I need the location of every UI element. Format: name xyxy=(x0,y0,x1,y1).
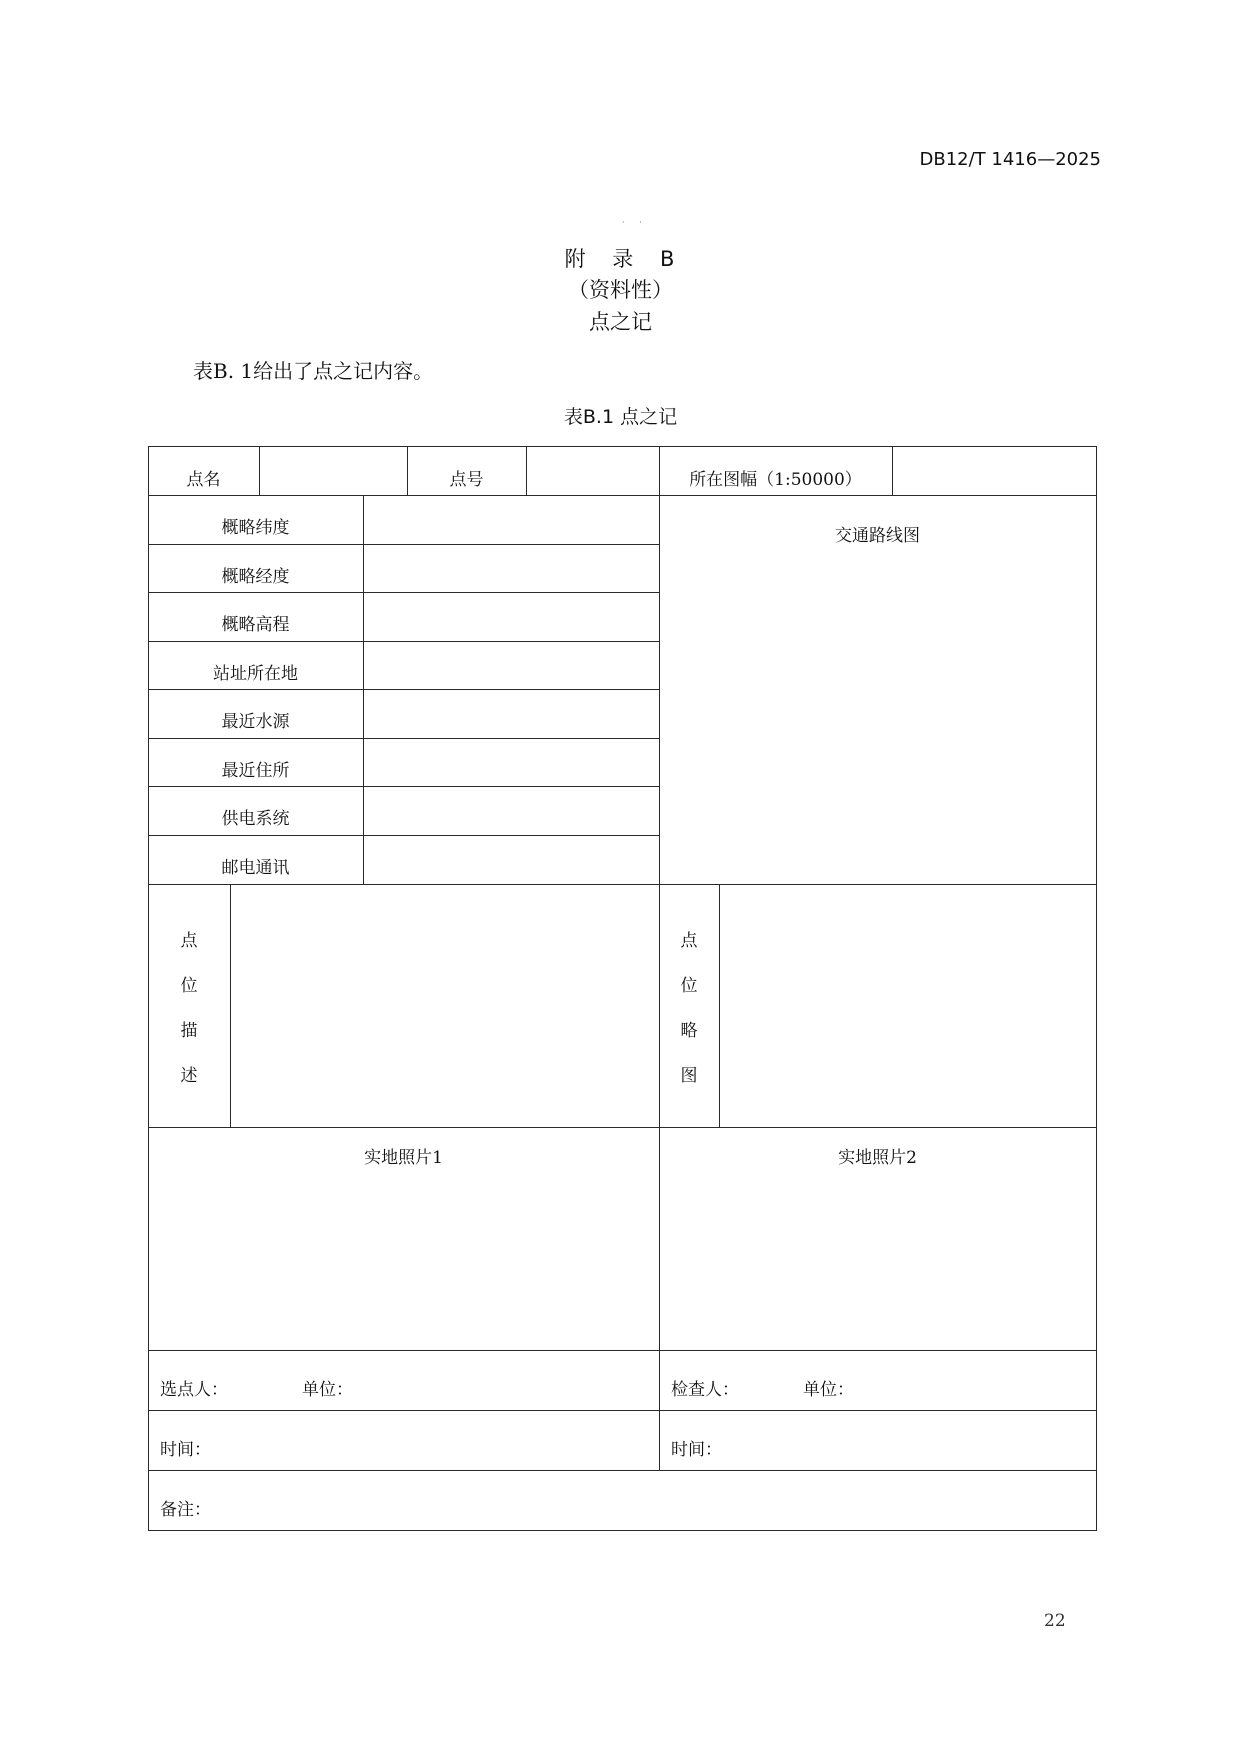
post-telecom-label: 邮电通讯 xyxy=(221,857,290,878)
table-border-right xyxy=(1096,446,1097,1531)
point-name-value[interactable] xyxy=(259,446,407,495)
point-name-label: 点名 xyxy=(186,469,221,490)
appendix-name: 点之记 xyxy=(589,310,652,334)
grid-line xyxy=(148,1350,1097,1351)
document-code: DB12/T 1416—2025 xyxy=(919,149,1101,170)
point-number-label: 点号 xyxy=(449,469,484,490)
nearest-residence-value[interactable] xyxy=(363,738,659,786)
photo-2-label: 实地照片2 xyxy=(838,1148,917,1168)
desc-char: 位 xyxy=(180,975,198,996)
grid-line xyxy=(148,1470,1097,1471)
checker-label: 检查人： xyxy=(671,1380,739,1400)
check-time-label: 时间： xyxy=(671,1440,722,1460)
nearest-residence-label: 最近住所 xyxy=(221,760,290,781)
photo-2-area[interactable] xyxy=(659,1127,1096,1350)
approx-longitude-value[interactable] xyxy=(363,544,659,592)
photo-1-area[interactable] xyxy=(148,1127,659,1350)
grid-line xyxy=(148,1410,1097,1411)
sketch-char: 位 xyxy=(680,975,698,996)
appendix-title: 附 录 B xyxy=(564,247,685,271)
post-telecom-value[interactable] xyxy=(363,835,659,884)
point-description-area[interactable] xyxy=(230,884,659,1127)
selector-label: 选点人： xyxy=(160,1380,228,1400)
table-caption: 表B.1 点之记 xyxy=(563,406,678,428)
map-sheet-label: 所在图幅（1:50000） xyxy=(689,469,862,490)
point-sketch-label xyxy=(659,884,719,1127)
appendix-nature: （资料性） xyxy=(568,278,673,302)
point-description-label xyxy=(148,884,230,1127)
intro-paragraph: 表B. 1给出了点之记内容。 xyxy=(193,359,434,383)
map-sheet-value[interactable] xyxy=(892,446,1096,495)
table-border-bottom xyxy=(148,1530,1097,1531)
sketch-char: 略 xyxy=(680,1020,698,1041)
checker-unit-label: 单位： xyxy=(803,1380,854,1400)
approx-latitude-value[interactable] xyxy=(363,495,659,544)
point-sketch-area[interactable] xyxy=(719,884,1096,1127)
decorative-dots: · · xyxy=(622,218,648,227)
approx-elevation-value[interactable] xyxy=(363,592,659,641)
desc-char: 描 xyxy=(180,1020,198,1041)
approx-longitude-label: 概略经度 xyxy=(221,566,290,587)
route-map-label: 交通路线图 xyxy=(835,526,920,546)
photo-1-label: 实地照片1 xyxy=(364,1148,443,1168)
selection-time-label: 时间： xyxy=(160,1440,211,1460)
station-location-label: 站址所在地 xyxy=(213,663,298,684)
sketch-char: 点 xyxy=(680,930,698,951)
station-location-value[interactable] xyxy=(363,641,659,689)
page-number: 22 xyxy=(1044,1611,1066,1631)
route-map-area[interactable] xyxy=(659,495,1096,884)
nearest-water-value[interactable] xyxy=(363,689,659,738)
approx-elevation-label: 概略高程 xyxy=(221,614,290,635)
desc-char: 述 xyxy=(180,1065,198,1086)
nearest-water-label: 最近水源 xyxy=(221,711,290,732)
approx-latitude-label: 概略纬度 xyxy=(221,517,290,538)
sketch-char: 图 xyxy=(680,1065,698,1086)
point-number-value[interactable] xyxy=(526,446,659,495)
desc-char: 点 xyxy=(180,930,198,951)
power-supply-label: 供电系统 xyxy=(221,808,290,829)
selector-unit-label: 单位： xyxy=(302,1380,353,1400)
remarks-label: 备注： xyxy=(160,1500,211,1520)
power-supply-value[interactable] xyxy=(363,786,659,835)
